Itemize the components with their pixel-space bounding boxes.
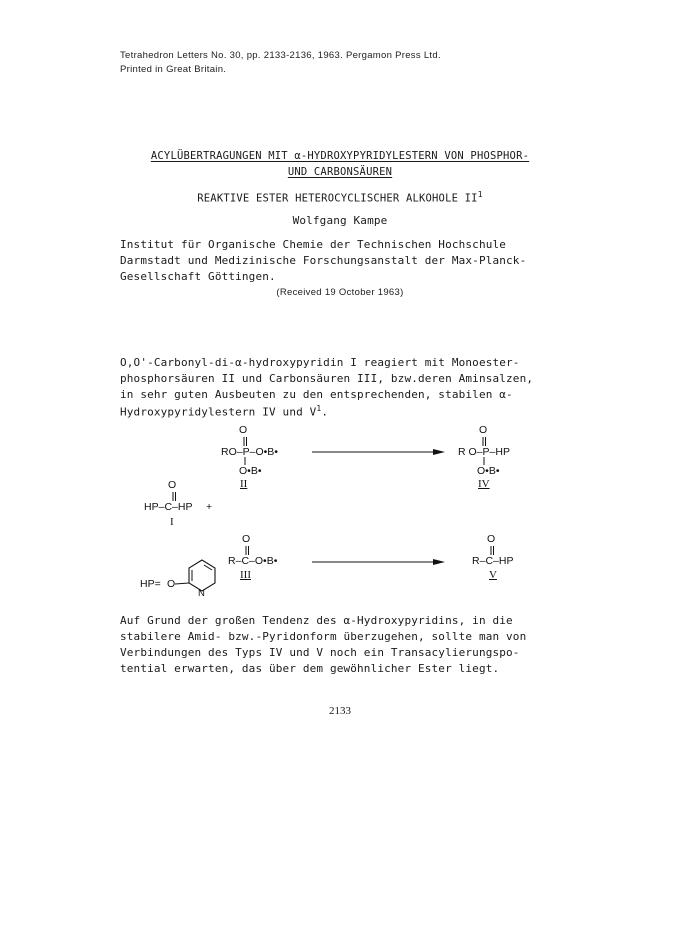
v-hp: HP	[498, 555, 514, 567]
iv-ro: R O	[458, 446, 477, 458]
author: Wolfgang Kampe	[292, 214, 388, 227]
label-iv: IV	[478, 478, 490, 490]
label-v: V	[489, 569, 497, 581]
affiliation-line-3: Gesellschaft Göttingen.	[120, 270, 276, 283]
i-hp-left: HP	[144, 501, 159, 513]
paragraph-1-period: .	[321, 405, 329, 419]
title-line-1: ACYLÜBERTRAGUNGEN MIT α-HYDROXYPYRIDYLESTERN VON PHOSPHOR-	[150, 150, 530, 162]
iii-carbon: C	[241, 555, 250, 567]
paragraph-1-line-2: phosphorsäuren II und Carbonsäuren III, bzw.deren Aminsalzen,	[120, 372, 534, 385]
plus-sign: +	[206, 501, 213, 513]
i-carbon: C	[164, 501, 173, 513]
ii-formula: RO–P–O•B•	[221, 446, 278, 458]
ii-phosphorus: P	[242, 446, 250, 458]
iii-o-b: O•B•	[254, 555, 278, 567]
iii-oxygen-top: O	[242, 533, 251, 545]
paragraph-2-line-2: stabilere Amid- bzw.-Pyridonform überzugehen, sollte man von	[120, 630, 527, 643]
received-date: (Received 19 October 1963)	[276, 287, 404, 298]
iv-hp: HP	[495, 446, 510, 458]
affiliation-line-2: Darmstadt und Medizinische Forschungsanstalt der Max-Planck-	[120, 254, 527, 267]
ii-o-b-bottom: O•B•	[239, 465, 262, 477]
affiliation-line-1: Institut für Organische Chemie der Technischen Hochschule	[120, 238, 507, 251]
iv-formula: R O–P–HP	[458, 446, 510, 458]
paragraph-2-line-4: tential erwarten, das über dem gewöhnlicher Ester liegt.	[120, 662, 500, 675]
bond-ring-o	[175, 583, 189, 584]
iv-oxygen-top: O	[479, 424, 488, 436]
subtitle-footnote: 1	[477, 190, 483, 199]
v-formula: R–C–HP	[472, 555, 514, 567]
v-r: R	[472, 555, 480, 567]
title-line-2: UND CARBONSÄUREN	[287, 166, 393, 178]
iii-formula: R–C–O•B•	[228, 555, 278, 567]
printed-in: Printed in Great Britain.	[120, 64, 227, 75]
paragraph-2-line-3: Verbindungen des Typs IV und V noch ein Transacylierungspo-	[120, 646, 520, 659]
ii-oxygen-top: O	[239, 424, 248, 436]
subtitle-text: REAKTIVE ESTER HETEROCYCLISCHER ALKOHOLE II	[197, 192, 478, 205]
page-number: 2133	[329, 705, 351, 717]
paragraph-1-line-4-text: Hydroxypyridylestern IV und V	[120, 405, 317, 419]
ii-ro: RO	[221, 446, 237, 458]
hp-definition: HP=	[140, 578, 161, 590]
i-hp-right: HP	[177, 501, 193, 513]
v-oxygen-top: O	[487, 533, 496, 545]
pyridine-ring	[189, 560, 215, 591]
paragraph-1-footnote: 1	[316, 404, 322, 413]
iii-r: R	[228, 555, 236, 567]
i-formula: HP–C–HP	[144, 501, 193, 513]
v-carbon: C	[485, 555, 494, 567]
arrow-head-ii-iv	[433, 449, 445, 455]
paragraph-1-line-1: O,O'-Carbonyl-di-α-hydroxypyridin I reagiert mit Monoester-	[120, 356, 520, 369]
label-iii: III	[240, 569, 251, 581]
hp-ring-nitrogen: N	[198, 588, 205, 599]
iv-phosphorus: P	[482, 446, 490, 458]
hp-ring-oxygen: O	[167, 578, 176, 590]
journal-citation: Tetrahedron Letters No. 30, pp. 2133-2136, 1963. Pergamon Press Ltd.	[120, 50, 441, 61]
iv-o-b-bottom: O•B•	[477, 465, 500, 477]
arrow-head-iii-v	[433, 559, 445, 565]
i-oxygen-top: O	[168, 479, 177, 491]
paragraph-1-line-3: in sehr guten Ausbeuten zu den entsprechenden, stabilen α-	[120, 388, 513, 401]
ii-o-b: O•B•	[255, 446, 278, 458]
paragraph-2-line-1: Auf Grund der großen Tendenz des α-Hydroxypyridins, in die	[120, 614, 513, 627]
label-ii: II	[240, 478, 248, 490]
label-i: I	[170, 516, 174, 528]
